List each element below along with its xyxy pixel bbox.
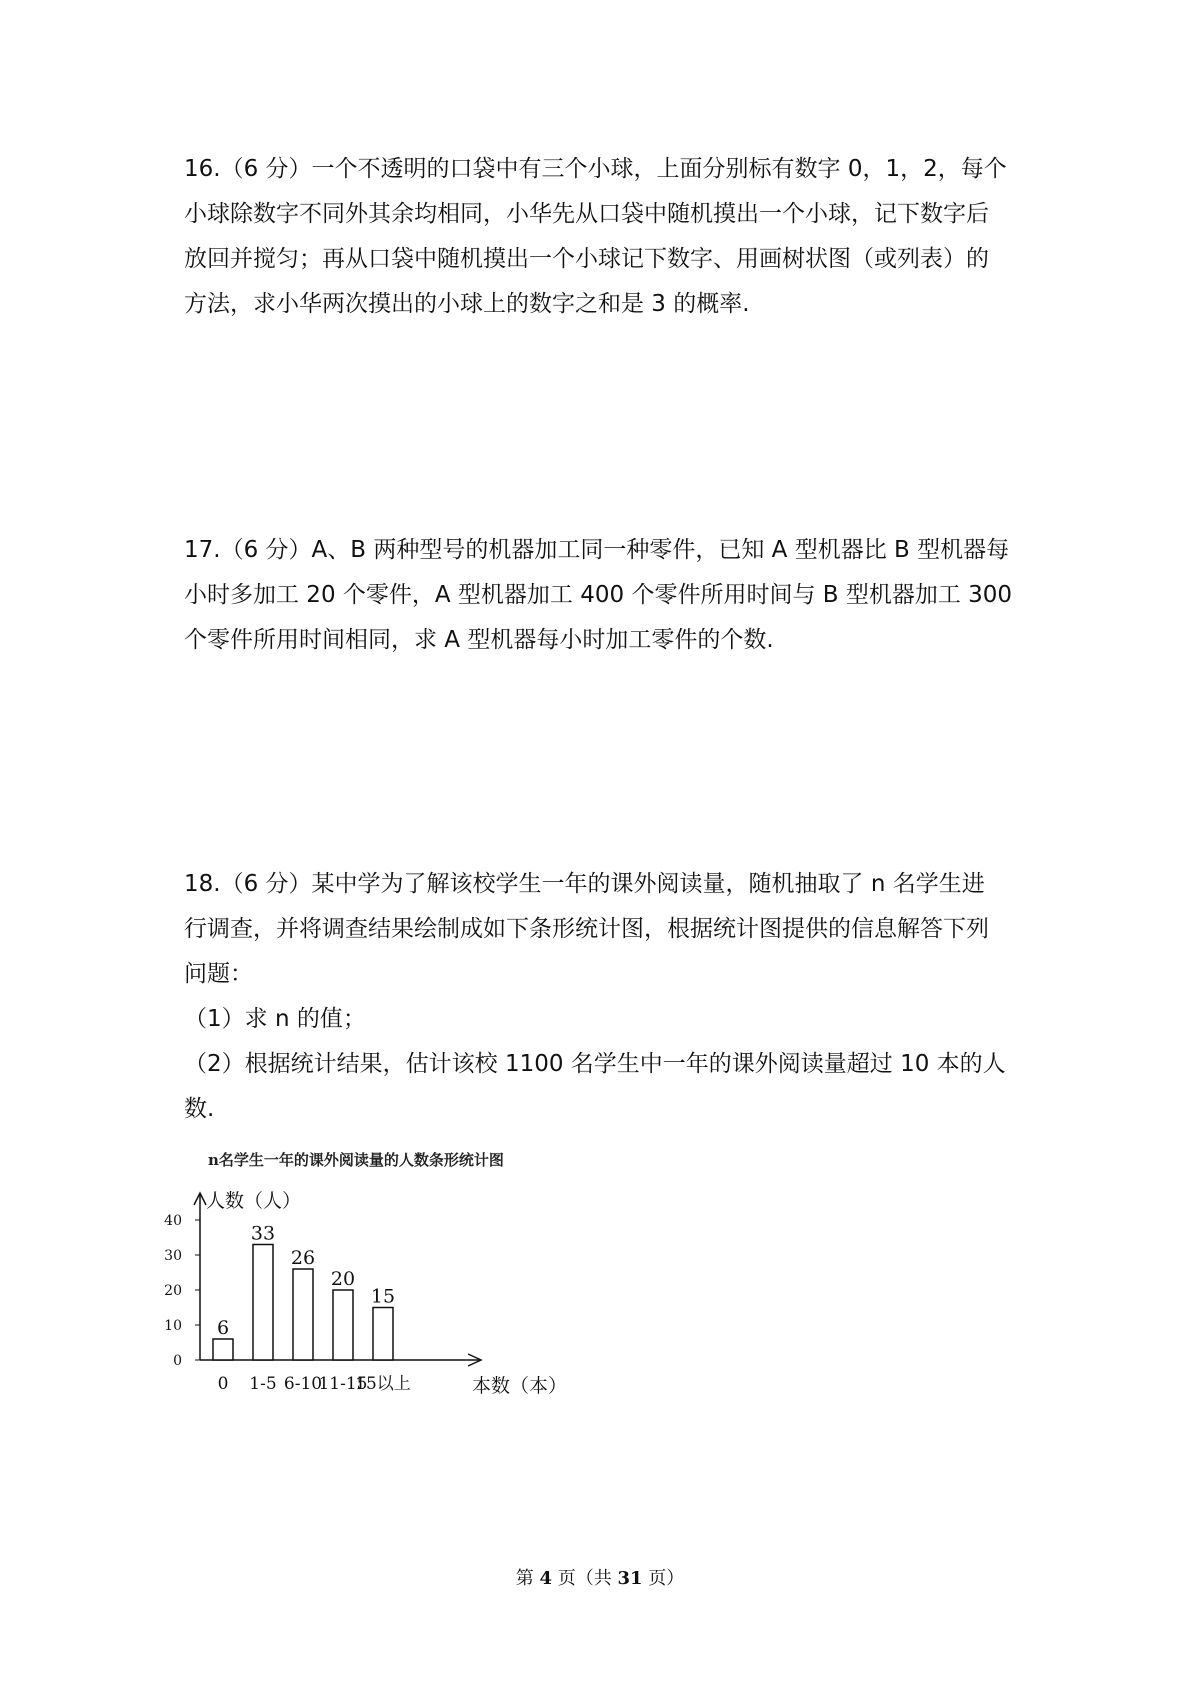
question-line: 16.（6 分）一个不透明的口袋中有三个小球，上面分别标有数字 0，1，2，每个 xyxy=(184,156,1007,182)
y-tick-label: 10 xyxy=(164,1318,182,1334)
question-line: 17.（6 分）A、B 两种型号的机器加工同一种零件，已知 A 型机器比 B 型机器每 xyxy=(184,537,1010,563)
page-total: 31 xyxy=(617,1568,643,1589)
bar-0 xyxy=(213,1339,233,1360)
question-line: 小时多加工 20 个零件，A 型机器加工 400 个零件所用时间与 B 型机器加工 300 xyxy=(184,582,1013,608)
question-line: （1）求 n 的值； xyxy=(184,1006,366,1032)
x-ticks xyxy=(218,1374,411,1394)
y-tick-label: 20 xyxy=(164,1283,182,1299)
footer-prefix: 第 xyxy=(515,1568,534,1589)
bar-1-5 xyxy=(253,1245,273,1361)
bar-value-label: 33 xyxy=(250,1222,276,1245)
bar-value-label: 20 xyxy=(330,1268,356,1290)
bar-value-label: 26 xyxy=(290,1247,316,1269)
x-tick-label: 1-5 xyxy=(249,1374,277,1394)
question-line: 方法，求小华两次摸出的小球上的数字之和是 3 的概率. xyxy=(184,291,750,317)
bar-value-label: 15 xyxy=(370,1285,396,1308)
question-line: 数. xyxy=(184,1096,215,1122)
y-tick-label: 0 xyxy=(173,1353,182,1369)
bar-chart-svg xyxy=(160,1145,600,1395)
footer-middle: 页（共 xyxy=(557,1568,612,1589)
y-ticks xyxy=(164,1213,200,1369)
question-line: 18.（6 分）某中学为了解该校学生一年的课外阅读量，随机抽取了 n 名学生进 xyxy=(184,871,985,897)
y-tick-label: 40 xyxy=(164,1213,182,1229)
y-tick-label: 30 xyxy=(164,1248,182,1264)
x-tick-label: 15以上 xyxy=(355,1374,411,1394)
question-16 xyxy=(184,147,1030,327)
bars xyxy=(213,1223,395,1361)
question-line: 问题： xyxy=(184,961,253,987)
bar-11-15 xyxy=(333,1290,353,1360)
x-axis-label: 本数（本） xyxy=(472,1375,568,1395)
question-18 xyxy=(184,862,1030,1132)
y-axis-label: 人数（人） xyxy=(206,1190,302,1212)
bar-15以上 xyxy=(373,1308,393,1361)
question-line: 行调查，并将调查结果绘制成如下条形统计图，根据统计图提供的信息解答下列 xyxy=(184,916,989,942)
bar-6-10 xyxy=(293,1269,313,1360)
bar-chart xyxy=(160,1145,600,1395)
question-17 xyxy=(184,528,1030,663)
question-line: 放回并搅匀；再从口袋中随机摸出一个小球记下数字、用画树状图（或列表）的 xyxy=(184,246,989,272)
page-number: 4 xyxy=(539,1568,552,1589)
chart-title: n名学生一年的课外阅读量的人数条形统计图 xyxy=(208,1151,504,1169)
question-line: 个零件所用时间相同，求 A 型机器每小时加工零件的个数. xyxy=(184,627,774,653)
page-footer xyxy=(0,1564,1200,1590)
bar-value-label: 6 xyxy=(216,1317,230,1339)
x-tick-label: 0 xyxy=(217,1374,229,1394)
x-tick-label: 11-15 xyxy=(318,1374,368,1394)
question-line: 小球除数字不同外其余均相同，小华先从口袋中随机摸出一个小球，记下数字后 xyxy=(184,201,989,227)
x-tick-label: 6-10 xyxy=(283,1374,323,1394)
question-line: （2）根据统计结果，估计该校 1100 名学生中一年的课外阅读量超过 10 本的人 xyxy=(184,1051,1006,1077)
footer-suffix: 页） xyxy=(648,1568,685,1589)
